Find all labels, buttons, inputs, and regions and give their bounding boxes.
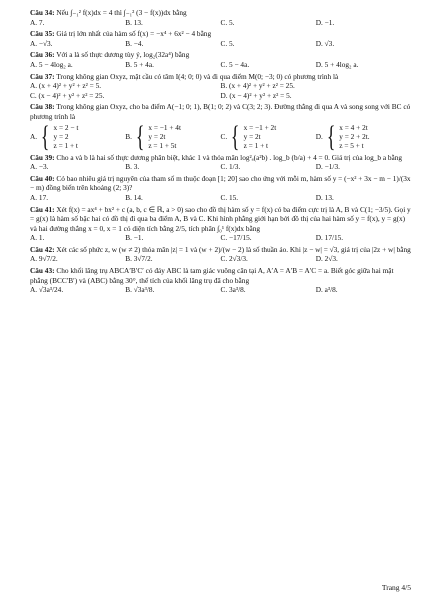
page-number: Trang 4/5 <box>381 583 411 592</box>
option: A. 5 − 4log₂ a. <box>30 59 73 69</box>
q34-options <box>30 18 411 28</box>
option: C. { x = −1 + 2t y = 2t z = 1 + t <box>220 119 277 153</box>
option: D. √3. <box>315 38 335 48</box>
option: C. 5. <box>220 38 235 48</box>
brace: { <box>135 119 145 153</box>
option: B. { x = −1 + 4t y = 2t z = 1 + 5t <box>125 119 181 153</box>
option: A. (x + 4)² + y² + z² = 5. <box>30 81 102 91</box>
option: B. −1. <box>125 233 144 243</box>
option: D. −1. <box>315 17 335 27</box>
question-43: Câu 43: Cho khối lăng trụ ABCA′B′C′ có đáy ABC là tam giác vuông cân tại A, A′A = A′B = A′C = a. Biết góc giữa hai mặt phẳng (BCC′B′) và (ABC) bằng 30°, thể tích của khối lăng trụ đã cho bằng <box>30 266 394 285</box>
option: D. 17/15. <box>315 233 344 243</box>
option: A. 7. <box>30 17 45 27</box>
question-40: Câu 40: Có bao nhiêu giá trị nguyên của tham số m thuộc đoạn [1; 20] sao cho ứng với mỗi m, hàm số y = (−x² + 3x − m − 1)/(3x − m) đồng biến trên khoảng (2; 3)? <box>30 173 411 193</box>
option: C. 3a³/8. <box>220 285 246 295</box>
q41-options <box>30 233 411 243</box>
option: D. a³/8. <box>315 285 338 295</box>
option: C. 2√3/3. <box>220 254 248 264</box>
q37-options-row1 <box>30 81 411 91</box>
option: D. 5 + 4log₂ a. <box>315 59 359 69</box>
q39-options <box>30 162 411 172</box>
option: D. 2√3. <box>315 254 338 264</box>
option: A. √3a³/24. <box>30 285 64 295</box>
option: D. (x − 4)² + y² + z² = 5. <box>220 90 292 100</box>
q36-options <box>30 60 411 70</box>
option: C. 15. <box>220 192 239 202</box>
q43-options <box>30 285 411 295</box>
option: C. 1/3. <box>220 162 241 172</box>
question-38: Câu 38: Trong không gian Oxyz, cho ba điểm A(−1; 0; 1), B(1; 0; 2) và C(3; 2; 3). Đường thẳng đi qua A và song song với BC có phương trình là <box>30 102 411 121</box>
option: D. 13. <box>315 192 334 202</box>
question-41: Câu 41: Xét f(x) = ax⁴ + bx² + c (a, b, c ∈ ℝ, a > 0) sao cho đồ thị hàm số y = f(x) có ba điểm cực trị là A, B và C(1; −3/5). Gọi y = g(x) là hàm số bậc hai có đồ thị đi qua ba điểm A, B và C. Khi hình phẳng giới hạn bởi đồ thị của hai hàm số y = f(x), y = g(x) và hai đường thẳng x = 0, x = 1 có diện tích bằng 2/5, tích phân ∫₀¹ f(x)dx bằng <box>30 204 411 233</box>
option: D. { x = 4 + 2t y = 2 + 2t. z = 5 + t <box>315 119 370 153</box>
q42-options <box>30 254 411 264</box>
option: A. −3. <box>30 162 49 172</box>
option: A. { x = 2 − t y = 2 z = 1 + t <box>30 119 79 153</box>
option: A. 17. <box>30 192 49 202</box>
question-36: Câu 36: Với a là số thực dương tùy ý, log₂(32a⁴) bằng <box>30 50 190 60</box>
option: B. 3√7/2. <box>125 254 153 264</box>
option: A. 9√7/2. <box>30 254 58 264</box>
option: B. −4. <box>125 38 144 48</box>
option: C. (x − 4)² + y² + z² = 25. <box>30 90 105 100</box>
brace: { <box>231 119 240 153</box>
q35-options <box>30 39 411 49</box>
option: B. 14. <box>125 192 143 202</box>
brace: { <box>40 119 50 153</box>
option: B. 3. <box>125 162 140 172</box>
question-42: Câu 42: Xét các số phức z, w (w ≠ 2) thỏa mãn |z| = 1 và (w + 2)/(w − 2) là số thuần ảo. Khi |z − w| = √3, giá trị của |2z + w| bằng <box>30 244 411 254</box>
option: A. 1. <box>30 233 45 243</box>
question-39: Câu 39: Cho a và b là hai số thực dương phân biệt, khác 1 và thỏa mãn log²ₐ(a²b) . log_b (b/a) + 4 = 0. Giá trị của log_b a bằng <box>30 152 403 162</box>
option: B. 13. <box>125 17 143 27</box>
option: D. −1/3. <box>315 162 340 172</box>
option: A. −√3. <box>30 38 53 48</box>
option: C. −17/15. <box>220 233 252 243</box>
option: C. 5. <box>220 17 235 27</box>
question-37: Câu 37: Trong không gian Oxyz, mặt cầu có tâm I(4; 0; 0) và đi qua điểm M(0; −3; 0) có phương trình là <box>30 71 339 81</box>
q40-options <box>30 193 411 203</box>
q37-options-row2 <box>30 91 411 101</box>
option: B. 5 + 4a. <box>125 59 154 69</box>
q38-options <box>30 119 411 153</box>
question-35: Câu 35: Giá trị lớn nhất của hàm số f(x) = −x⁴ + 6x² − 4 bằng <box>30 29 212 39</box>
question-34: Câu 34: Nếu ∫₋₁² f(x)dx = 4 thì ∫₋₁² (3 − f(x))dx bằng <box>30 8 187 17</box>
brace: { <box>326 119 336 153</box>
option: B. (x + 4)² + y² + z² = 25. <box>220 81 295 91</box>
option: B. √3a³/8. <box>125 285 155 295</box>
option: C. 5 − 4a. <box>220 59 250 69</box>
